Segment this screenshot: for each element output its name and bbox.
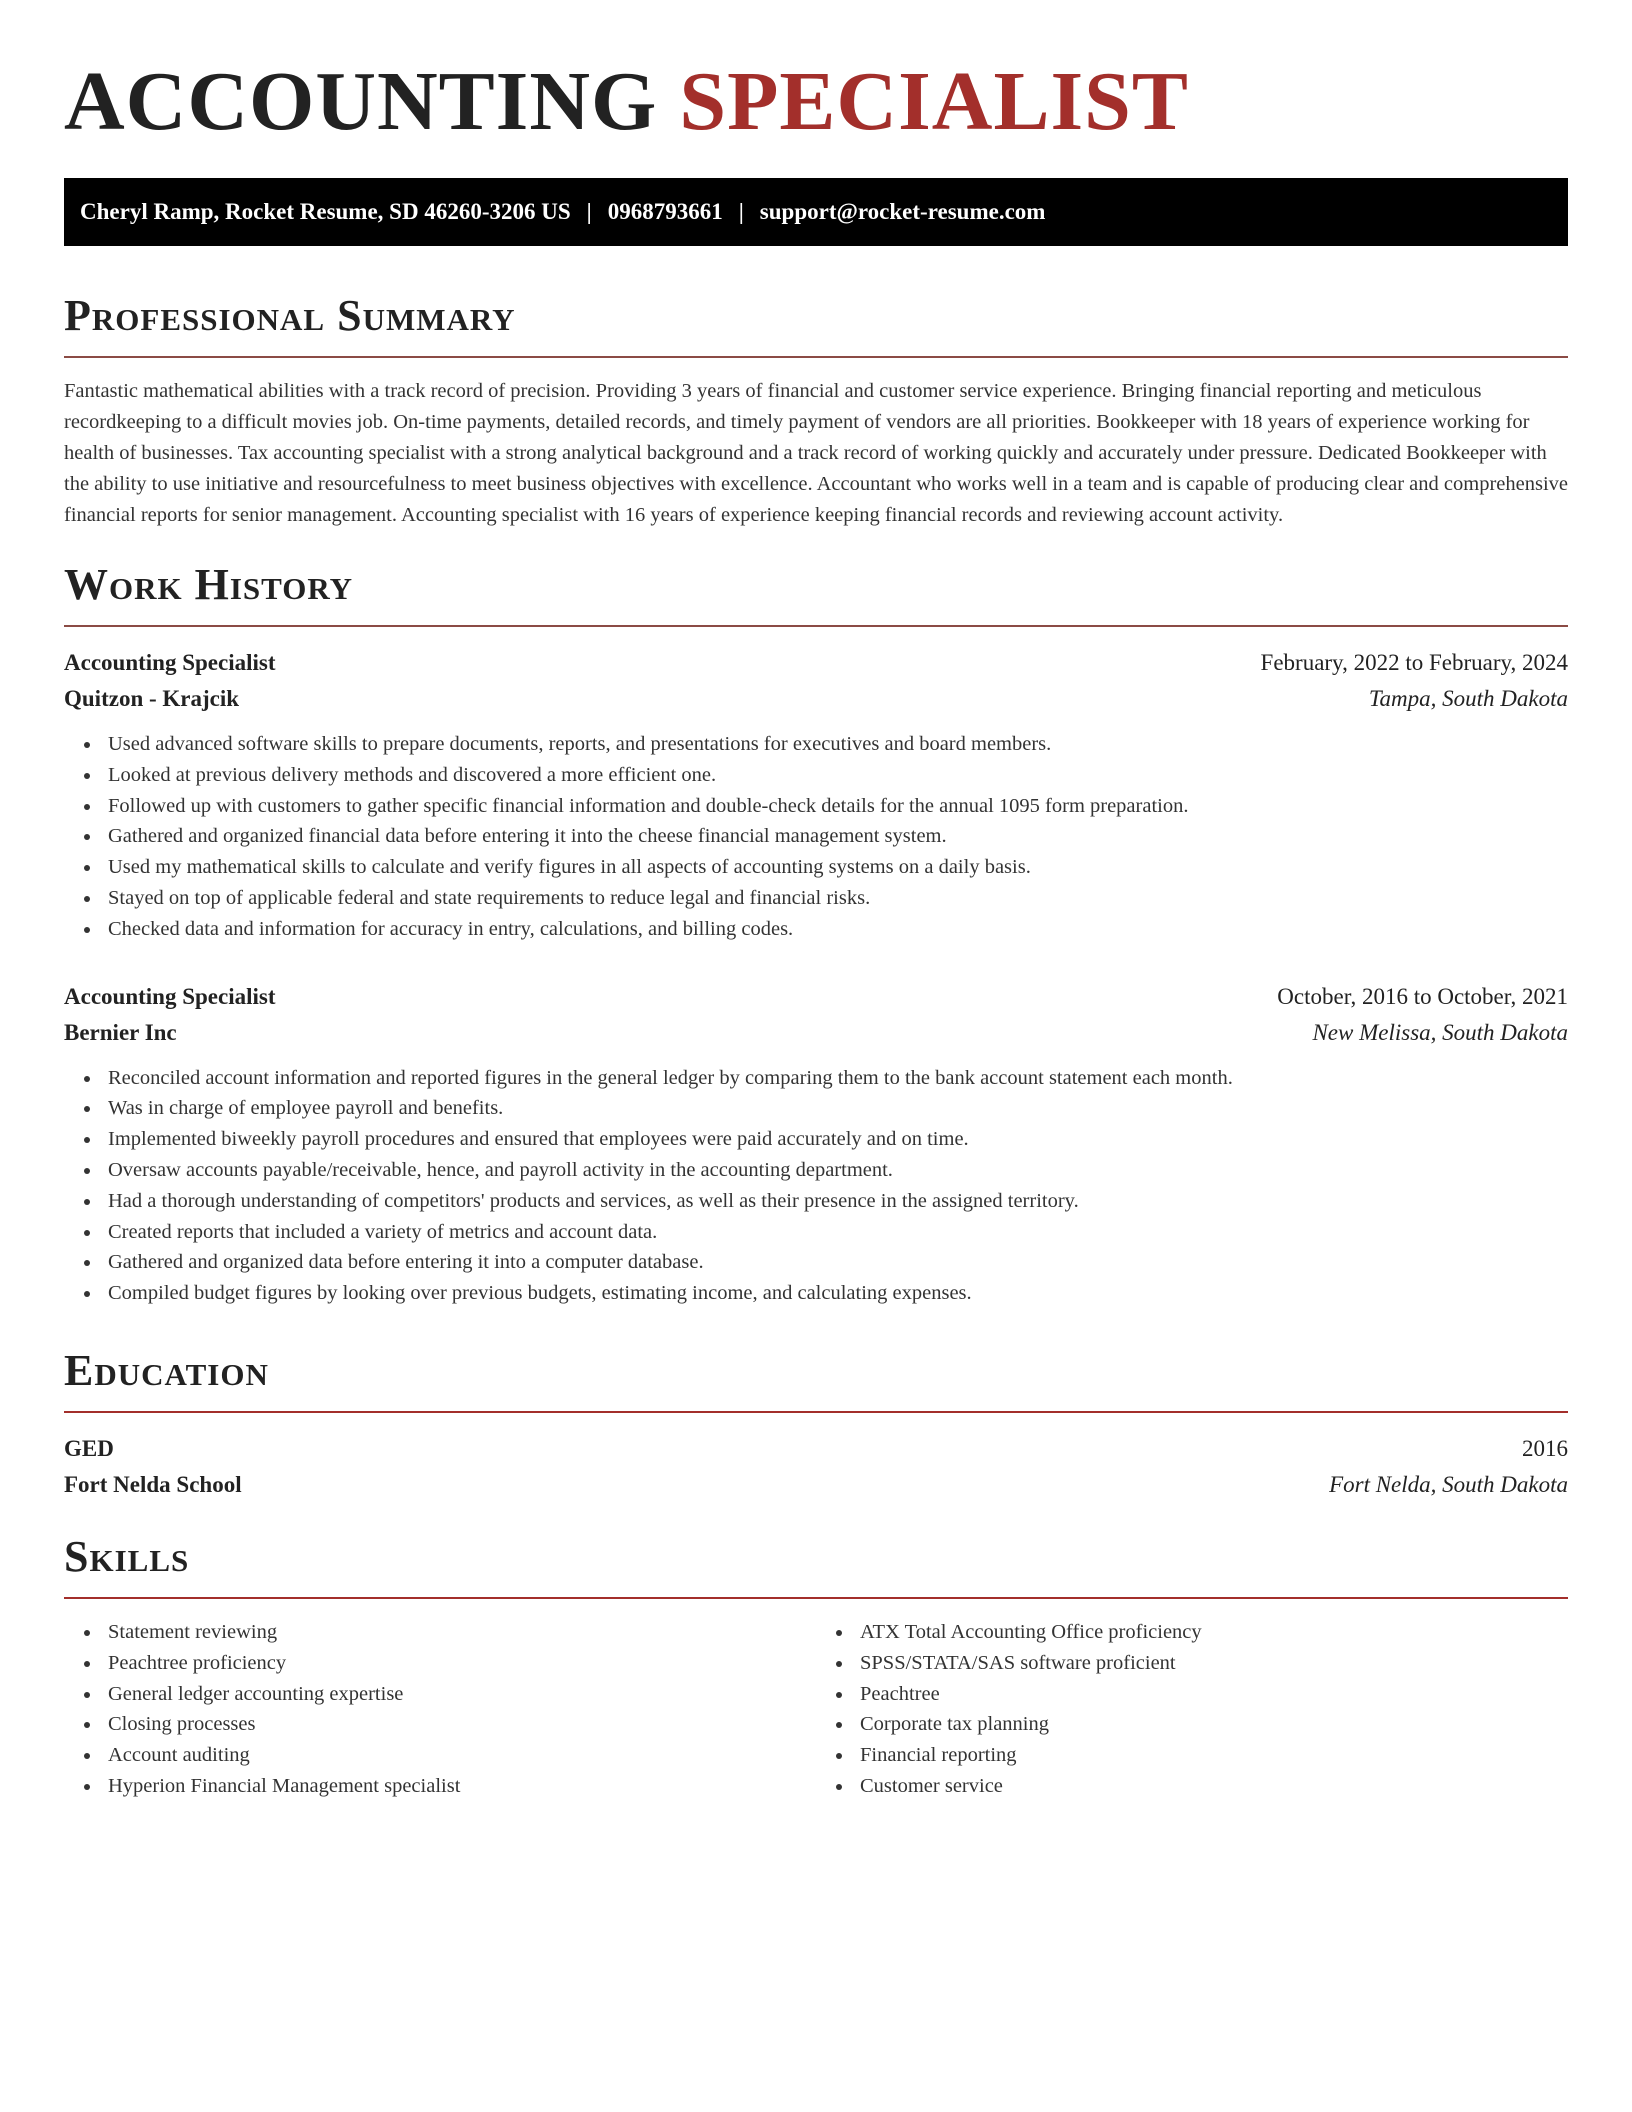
job-bullet: Stayed on top of applicable federal and state requirements to reduce legal and financial risks. — [108, 883, 1568, 914]
education-school-row — [64, 1467, 1568, 1503]
skill-item: Peachtree proficiency — [108, 1648, 816, 1679]
skill-item: Peachtree — [860, 1679, 1568, 1710]
skills-list — [816, 1617, 1568, 1802]
section-title-summary: Professional Summary — [64, 291, 516, 340]
skill-item: Corporate tax planning — [860, 1709, 1568, 1740]
job-location: Tampa, South Dakota — [1368, 686, 1568, 711]
section-title-skills: Skills — [64, 1531, 190, 1581]
skill-item: Statement reviewing — [108, 1617, 816, 1648]
job-role: Accounting Specialist — [64, 650, 276, 675]
job-location: New Melissa, South Dakota — [1312, 1019, 1568, 1045]
section-title-work: Work History — [64, 560, 354, 609]
skill-item: ATX Total Accounting Office proficiency — [860, 1617, 1568, 1648]
job-dates: October, 2016 to October, 2021 — [1277, 983, 1568, 1009]
skill-item: Account auditing — [108, 1740, 816, 1771]
section-divider — [64, 1597, 1568, 1599]
education-degree: GED — [64, 1435, 114, 1461]
job-bullet: Had a thorough understanding of competitors' products and services, as well as their presence in the assigned territory. — [108, 1186, 1568, 1217]
job-bullet: Gathered and organized financial data before entering it into the cheese financial management system. — [108, 821, 1568, 852]
job-bullet: Used advanced software skills to prepare documents, reports, and presentations for executives and board members. — [108, 729, 1568, 760]
education-section — [64, 1343, 1568, 1503]
job-bullet: Used my mathematical skills to calculate and verify figures in all aspects of accounting systems on a daily basis. — [108, 852, 1568, 883]
contact-separator: | — [586, 199, 592, 224]
job-bullet: Created reports that included a variety of metrics and account data. — [108, 1217, 1568, 1248]
job-company: Bernier Inc — [64, 1019, 177, 1045]
skills-section — [64, 1529, 1568, 1802]
job-role: Accounting Specialist — [64, 983, 276, 1009]
job-header-row — [64, 979, 1568, 1015]
section-divider — [64, 625, 1568, 627]
skill-item: Closing processes — [108, 1709, 816, 1740]
skill-item: Customer service — [860, 1771, 1568, 1802]
education-location: Fort Nelda, South Dakota — [1329, 1471, 1568, 1497]
job-bullet: Implemented biweekly payroll procedures and ensured that employees were paid accurately and on time. — [108, 1124, 1568, 1155]
job-company: Quitzon - Krajcik — [64, 686, 240, 711]
contact-address: Cheryl Ramp, Rocket Resume, SD 46260-3206 US — [80, 199, 571, 224]
contact-separator: | — [738, 199, 744, 224]
job-bullet: Was in charge of employee payroll and benefits. — [108, 1093, 1568, 1124]
skills-column-left — [64, 1617, 816, 1802]
skill-item: Hyperion Financial Management specialist — [108, 1771, 816, 1802]
headline-title-first: ACCOUNTING — [64, 55, 658, 148]
job-company-row — [64, 681, 1568, 717]
education-degree-row — [64, 1431, 1568, 1467]
headline-title-last: SPECIALIST — [679, 55, 1189, 148]
job-bullet: Oversaw accounts payable/receivable, hence, and payroll activity in the accounting department. — [108, 1155, 1568, 1186]
job-bullet: Looked at previous delivery methods and discovered a more efficient one. — [108, 760, 1568, 791]
job-entry — [64, 645, 1568, 945]
section-divider — [64, 356, 1568, 358]
job-bullet: Gathered and organized data before entering it into a computer database. — [108, 1247, 1568, 1278]
job-bullet: Reconciled account information and reported figures in the general ledger by comparing them to the bank account statement each month. — [108, 1063, 1568, 1094]
contact-bar — [64, 178, 1568, 246]
education-year: 2016 — [1522, 1435, 1568, 1461]
contact-phone: 0968793661 — [607, 199, 723, 224]
job-bullets — [64, 1063, 1568, 1309]
skill-item: Financial reporting — [860, 1740, 1568, 1771]
section-title-education: Education — [64, 1345, 269, 1395]
skill-item: General ledger accounting expertise — [108, 1679, 816, 1710]
professional-summary-section — [64, 288, 1568, 531]
job-header-row — [64, 645, 1568, 681]
job-entry — [64, 979, 1568, 1309]
job-bullet: Checked data and information for accuracy in entry, calculations, and billing codes. — [108, 914, 1568, 945]
job-bullet: Compiled budget figures by looking over previous budgets, estimating income, and calculating expenses. — [108, 1278, 1568, 1309]
section-divider — [64, 1411, 1568, 1413]
skills-list — [64, 1617, 816, 1802]
job-bullet: Followed up with customers to gather specific financial information and double-check details for the annual 1095 form preparation. — [108, 791, 1568, 822]
skill-item: SPSS/STATA/SAS software proficient — [860, 1648, 1568, 1679]
resume-headline — [64, 52, 1568, 152]
job-dates: February, 2022 to February, 2024 — [1260, 650, 1568, 675]
summary-text: Fantastic mathematical abilities with a track record of precision. Providing 3 years of financial and customer service experience. Bringing financial reporting and meticulous recordkeeping to a difficult movies job. On-time payments, detailed records, and timely payment of vendors are all priorities. Bookkeeper with 18 years of experience working for health of businesses. Tax accounting specialist with a strong analytical background and a track record of working quickly and accurately under pressure. Dedicated Bookkeeper with the ability to use initiative and resourcefulness to meet business objectives with excellence. Accountant who works well in a team and is capable of producing clear and comprehensive financial reports for senior management. Accounting specialist with 16 years of experience keeping financial records and reviewing account activity. — [64, 380, 1568, 526]
contact-email: support@rocket-resume.com — [759, 199, 1046, 224]
job-bullets — [64, 729, 1568, 945]
job-company-row — [64, 1015, 1568, 1051]
education-school: Fort Nelda School — [64, 1471, 242, 1497]
skills-grid — [64, 1617, 1568, 1802]
work-history-section — [64, 557, 1568, 1309]
skills-column-right — [816, 1617, 1568, 1802]
